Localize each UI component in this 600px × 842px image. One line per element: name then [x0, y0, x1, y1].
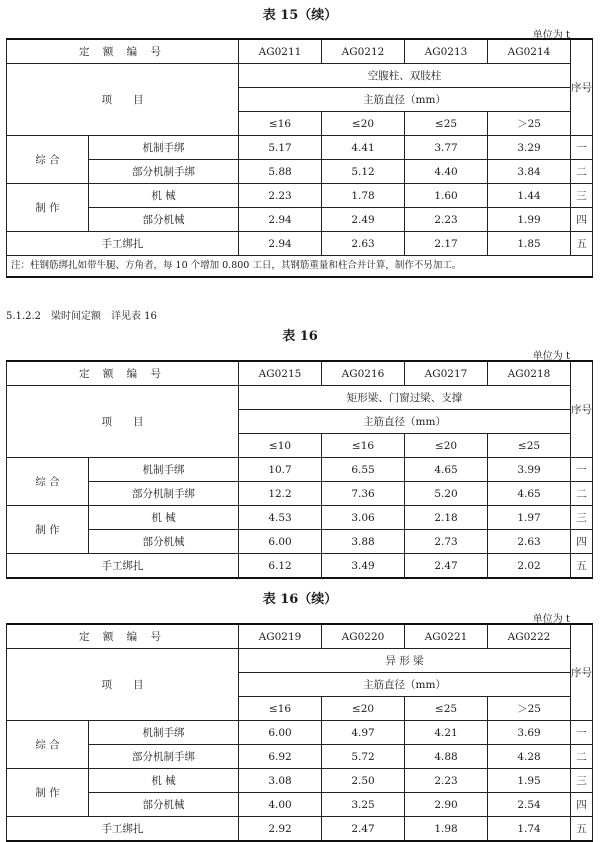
value-cell: 3.69 [488, 721, 571, 745]
seq-cell: 一 [571, 136, 593, 160]
value-cell: 5.88 [239, 160, 322, 184]
value-cell: 4.28 [488, 745, 571, 769]
table-row [7, 39, 593, 64]
seq-cell: 一 [571, 721, 593, 745]
table-row [7, 769, 593, 793]
value-cell: 3.08 [239, 769, 322, 793]
table-row [7, 256, 593, 278]
table-row [7, 506, 593, 530]
row-label: 机 械 [89, 184, 239, 208]
category-header: 矩形梁、门窗过梁、支撑 [239, 386, 571, 410]
size-header: ≤25 [488, 434, 571, 458]
row-label: 部分机制手绑 [89, 482, 239, 506]
table-row [7, 482, 593, 506]
size-header: ≤25 [405, 697, 488, 721]
value-cell: 3.77 [405, 136, 488, 160]
table-row [7, 458, 593, 482]
row-label: 部分机械 [89, 793, 239, 817]
param-header: 主筋直径（mm） [239, 410, 571, 434]
table-row [7, 624, 593, 649]
group-label: 综 合 [7, 136, 89, 184]
value-cell: 2.90 [405, 793, 488, 817]
value-cell: 5.12 [322, 160, 405, 184]
value-cell: 10.7 [239, 458, 322, 482]
group-label: 综 合 [7, 721, 89, 769]
quota-code: AG0217 [405, 361, 488, 386]
value-cell: 4.00 [239, 793, 322, 817]
row-label: 机制手绑 [89, 136, 239, 160]
row-label: 部分机制手绑 [89, 160, 239, 184]
row-label: 机制手绑 [89, 458, 239, 482]
seq-header: 序号 [571, 39, 593, 136]
table-row [7, 160, 593, 184]
table15 [6, 38, 593, 278]
table-row [7, 649, 593, 673]
value-cell: 3.88 [322, 530, 405, 554]
value-cell: 1.98 [405, 817, 488, 842]
value-cell: 2.63 [322, 232, 405, 256]
value-cell: 4.65 [488, 482, 571, 506]
seq-cell: 五 [571, 232, 593, 256]
table16-title: 表 16 [282, 329, 318, 344]
section-heading: 5.1.2.2 梁时间定额 详见表 16 [6, 311, 157, 322]
seq-cell: 三 [571, 184, 593, 208]
size-header: ≤25 [405, 112, 488, 136]
quota-code: AG0219 [239, 624, 322, 649]
quota-code: AG0218 [488, 361, 571, 386]
item-header: 项 目 [7, 386, 239, 458]
table16-unit: 单位为 t [532, 351, 570, 362]
value-cell: 3.49 [322, 554, 405, 579]
quota-code-label: 定 额 编 号 [7, 39, 239, 64]
row-label: 部分机械 [89, 208, 239, 232]
value-cell: 2.47 [322, 817, 405, 842]
value-cell: 5.17 [239, 136, 322, 160]
value-cell: 2.50 [322, 769, 405, 793]
value-cell: 6.12 [239, 554, 322, 579]
value-cell: 2.47 [405, 554, 488, 579]
value-cell: 2.94 [239, 208, 322, 232]
seq-cell: 四 [571, 530, 593, 554]
size-header: ≤20 [322, 697, 405, 721]
value-cell: 4.21 [405, 721, 488, 745]
value-cell: 4.53 [239, 506, 322, 530]
table-row [7, 530, 593, 554]
value-cell: 2.23 [239, 184, 322, 208]
size-header: ≤20 [405, 434, 488, 458]
value-cell: 1.99 [488, 208, 571, 232]
group-label: 制 作 [7, 506, 89, 554]
value-cell: 2.02 [488, 554, 571, 579]
value-cell: 1.44 [488, 184, 571, 208]
value-cell: 1.97 [488, 506, 571, 530]
quota-code: AG0220 [322, 624, 405, 649]
value-cell: 5.20 [405, 482, 488, 506]
value-cell: 4.40 [405, 160, 488, 184]
table16-cont [6, 623, 593, 842]
table-row [7, 361, 593, 386]
table15-unit: 单位为 t [532, 30, 570, 41]
seq-cell: 三 [571, 506, 593, 530]
seq-cell: 二 [571, 160, 593, 184]
seq-cell: 二 [571, 745, 593, 769]
category-header: 异 形 梁 [239, 649, 571, 673]
value-cell: 3.06 [322, 506, 405, 530]
value-cell: 2.54 [488, 793, 571, 817]
value-cell: 5.72 [322, 745, 405, 769]
value-cell: 1.74 [488, 817, 571, 842]
group-label: 制 作 [7, 769, 89, 817]
value-cell: 3.25 [322, 793, 405, 817]
table-row [7, 386, 593, 410]
row-label: 手工绑扎 [7, 232, 239, 256]
value-cell: 2.23 [405, 208, 488, 232]
size-header: ≤16 [322, 434, 405, 458]
value-cell: 6.92 [239, 745, 322, 769]
quota-code: AG0215 [239, 361, 322, 386]
value-cell: 4.65 [405, 458, 488, 482]
param-header: 主筋直径（mm） [239, 88, 571, 112]
table-row [7, 793, 593, 817]
seq-header: 序号 [571, 361, 593, 458]
row-label: 机制手绑 [89, 721, 239, 745]
seq-cell: 二 [571, 482, 593, 506]
item-header: 项 目 [7, 649, 239, 721]
category-header: 空腹柱、双肢柱 [239, 64, 571, 88]
value-cell: 6.00 [239, 721, 322, 745]
size-header: ≤20 [322, 112, 405, 136]
seq-cell: 一 [571, 458, 593, 482]
table16 [6, 360, 593, 579]
size-header: ≤16 [239, 697, 322, 721]
value-cell: 4.41 [322, 136, 405, 160]
table-row [7, 817, 593, 842]
table-row [7, 721, 593, 745]
value-cell: 2.92 [239, 817, 322, 842]
value-cell: 2.18 [405, 506, 488, 530]
row-label: 机 械 [89, 506, 239, 530]
quota-code: AG0216 [322, 361, 405, 386]
value-cell: 7.36 [322, 482, 405, 506]
value-cell: 1.78 [322, 184, 405, 208]
table-row [7, 64, 593, 88]
size-header: ≤16 [239, 112, 322, 136]
quota-code: AG0211 [239, 39, 322, 64]
value-cell: 1.60 [405, 184, 488, 208]
table-row [7, 208, 593, 232]
quota-code-label: 定 额 编 号 [7, 624, 239, 649]
seq-cell: 五 [571, 817, 593, 842]
value-cell: 2.63 [488, 530, 571, 554]
seq-cell: 四 [571, 793, 593, 817]
table-note: 注：柱钢筋绑扎如带牛腿、方角者，每 10 个增加 0.800 工日，其钢筋重量和柱合并计算，制作不另加工。 [7, 256, 593, 278]
size-header: ≤10 [239, 434, 322, 458]
value-cell: 2.23 [405, 769, 488, 793]
quota-code-label: 定 额 编 号 [7, 361, 239, 386]
value-cell: 3.84 [488, 160, 571, 184]
table-row [7, 745, 593, 769]
row-label: 部分机制手绑 [89, 745, 239, 769]
value-cell: 6.55 [322, 458, 405, 482]
quota-code: AG0222 [488, 624, 571, 649]
group-label: 综 合 [7, 458, 89, 506]
value-cell: 3.99 [488, 458, 571, 482]
value-cell: 2.94 [239, 232, 322, 256]
row-label: 手工绑扎 [7, 817, 239, 842]
table-row [7, 184, 593, 208]
table-row [7, 232, 593, 256]
value-cell: 1.95 [488, 769, 571, 793]
value-cell: 2.17 [405, 232, 488, 256]
value-cell: 2.49 [322, 208, 405, 232]
size-header: ＞25 [488, 112, 571, 136]
value-cell: 4.88 [405, 745, 488, 769]
param-header: 主筋直径（mm） [239, 673, 571, 697]
value-cell: 2.73 [405, 530, 488, 554]
quota-code: AG0221 [405, 624, 488, 649]
table16-cont-unit: 单位为 t [532, 614, 570, 625]
seq-header: 序号 [571, 624, 593, 721]
quota-code: AG0214 [488, 39, 571, 64]
table15-title: 表 15（续） [262, 8, 338, 23]
seq-cell: 三 [571, 769, 593, 793]
table-row [7, 136, 593, 160]
seq-cell: 四 [571, 208, 593, 232]
item-header: 项 目 [7, 64, 239, 136]
quota-code: AG0212 [322, 39, 405, 64]
group-label: 制 作 [7, 184, 89, 232]
row-label: 部分机械 [89, 530, 239, 554]
row-label: 机 械 [89, 769, 239, 793]
value-cell: 12.2 [239, 482, 322, 506]
quota-code: AG0213 [405, 39, 488, 64]
seq-cell: 五 [571, 554, 593, 579]
row-label: 手工绑扎 [7, 554, 239, 579]
value-cell: 6.00 [239, 530, 322, 554]
table-row [7, 554, 593, 579]
value-cell: 4.97 [322, 721, 405, 745]
value-cell: 3.29 [488, 136, 571, 160]
value-cell: 1.85 [488, 232, 571, 256]
size-header: ＞25 [488, 697, 571, 721]
table16-cont-title: 表 16（续） [262, 592, 338, 607]
